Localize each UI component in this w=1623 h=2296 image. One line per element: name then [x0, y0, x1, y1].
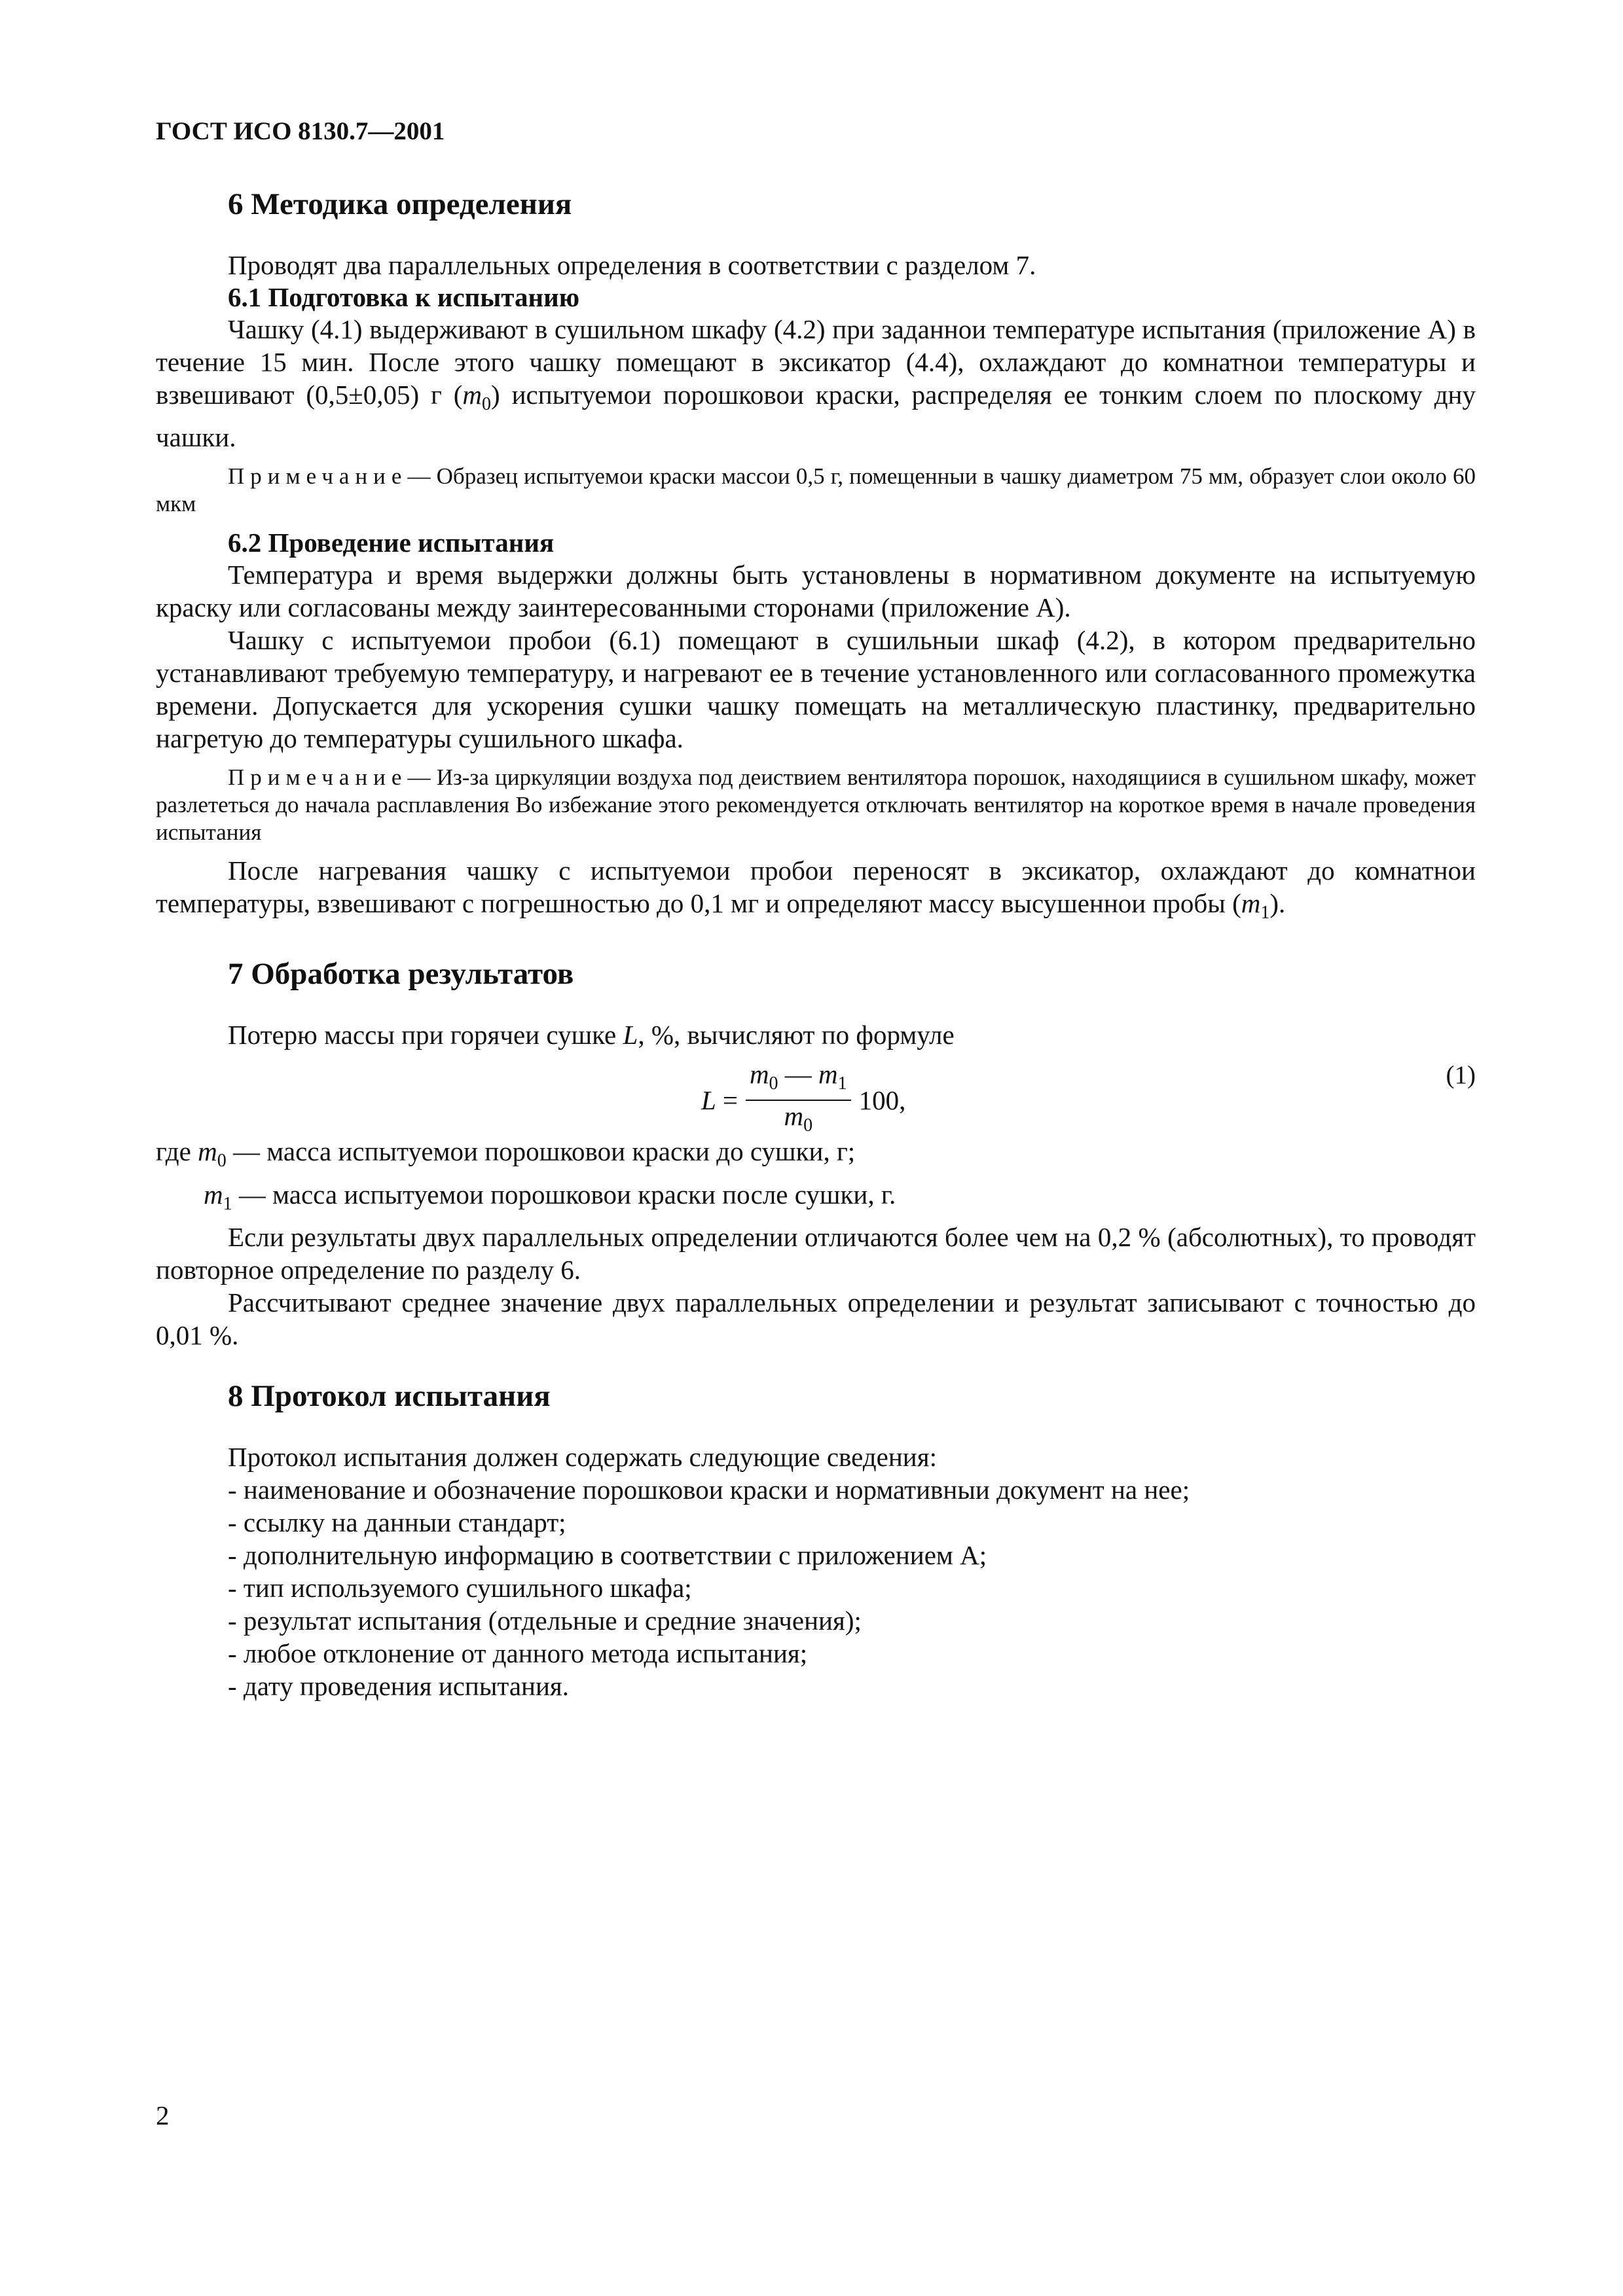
- variable-m: m: [462, 380, 483, 410]
- note-1: Примечание— Образец испытуемои краски массои 0,5 г, помещенныи в чашку диаметром 75 мм, образует слои около 60 мкм: [156, 463, 1476, 517]
- list-item: - дату проведения испытания.: [228, 1670, 570, 1701]
- list-item: - результат испытания (отдельные и средние значения);: [228, 1605, 862, 1636]
- section-7-title: 7 Обработка результатов: [228, 957, 574, 992]
- variable-L: L: [623, 1020, 638, 1050]
- document-body: [156, 185, 1476, 1702]
- formula-equals: =: [722, 1085, 738, 1115]
- section-8-title: 8 Протокол испытания: [228, 1378, 551, 1413]
- formula-denominator: $m_0$: [784, 1100, 813, 1136]
- list-item: - любое отклонение от данного метода испытания;: [228, 1638, 808, 1668]
- note-label: Примечание: [228, 463, 408, 490]
- section-6-intro: Проводят два параллельных определения в соответствии с разделом 7.: [228, 250, 1036, 280]
- subsection-6-2-paragraph-3: После нагревания чашку с испытуемои пробои переносят в эксикатор, охлаждают до комнатнои температуры, взвешивают с погрешностью до 0,1 мг и определяют массу высушеннои пробы $(m_1)$.: [156, 855, 1476, 924]
- section-7-intro: Потерю массы при горячеи сушке L, %, вычисляют по формуле: [228, 1020, 955, 1050]
- formula-numerator: $m_0$ — $m_1$: [746, 1059, 851, 1100]
- note-label: Примечание: [228, 764, 408, 791]
- formula-lhs: L: [701, 1085, 716, 1115]
- where-line-2: $m_1$ — масса испытуемои порошковои краски после сушки, г.: [204, 1179, 896, 1214]
- list-item: - ссылку на данныи стандарт;: [228, 1507, 566, 1537]
- section-8-intro: Протокол испытания должен содержать следующие сведения:: [228, 1441, 937, 1472]
- formula-fraction: [746, 1059, 851, 1140]
- variable-m: m: [1241, 888, 1261, 919]
- subsection-6-1-title: 6.1 Подготовка к испытанию: [228, 282, 580, 312]
- section-6-title: 6 Методика определения: [228, 187, 572, 221]
- subsection-6-2-title: 6.2 Проведение испытания: [228, 528, 555, 558]
- page-number: 2: [156, 2100, 170, 2130]
- list-item: - тип используемого сушильного шкафа;: [228, 1572, 692, 1603]
- formula-1: [156, 1059, 1476, 1136]
- note-2: Примечание— Из-за циркуляции воздуха под деиствием вентилятора порошок, находящиися в сушильном шкафу, может разлететься до начала расплавления Во избежание этого рекомендуется отключать вентилятор на короткое время в начале проведения испытания: [156, 764, 1476, 846]
- where-line-1: где $m_0$ — масса испытуемои порошковои краски до сушки, г;: [156, 1136, 856, 1172]
- document-header: ГОСТ ИСО 8130.7—2001: [156, 117, 445, 145]
- section-7-paragraph-2: Рассчитывают среднее значение двух параллельных определении и результат записывают с точностью до 0,01 %.: [156, 1287, 1476, 1350]
- section-7-paragraph-1: Если результаты двух параллельных определении отличаются более чем на 0,2 % (абсолютных), то проводят повторное определение по разделу 6.: [156, 1221, 1476, 1285]
- subsection-6-1-paragraph: Чашку (4.1) выдерживают в сушильном шкафу (4.2) при заданнои температуре испытания (приложение А) в течение 15 мин. После этого чашку помещают в эксикатор (4.4), охлаждают до комнатнои температуры и взвешивают (0,5±0,05) г $(m_0)$ испытуемои порошковои краски, распределяя ее тонким слоем по плоскому дну чашки.: [156, 314, 1476, 453]
- subsection-6-2-paragraph-2: Чашку с испытуемои пробои (6.1) помещают в сушильныи шкаф (4.2), в котором предварительно устанавливают требуемую температуру, и нагревают ее в течение установленного или согласованного промежутка времени. Допускается для ускорения сушки чашку помещать на металлическую пластинку, предварительно нагретую до температуры сушильного шкафа.: [156, 625, 1476, 754]
- subsection-6-2-paragraph-1: Температура и время выдержки должны быть установлены в нормативном документе на испытуемую краску или согласованы между заинтересованными сторонами (приложение А).: [156, 560, 1476, 623]
- list-item: - наименование и обозначение порошковои краски и нормативныи документ на нее;: [228, 1474, 1190, 1505]
- formula-number: (1): [1446, 1061, 1476, 1090]
- formula-tail: 100,: [858, 1085, 906, 1115]
- list-item: - дополнительную информацию в соответствии с приложением А;: [228, 1539, 987, 1570]
- formula-expression: [701, 1059, 905, 1140]
